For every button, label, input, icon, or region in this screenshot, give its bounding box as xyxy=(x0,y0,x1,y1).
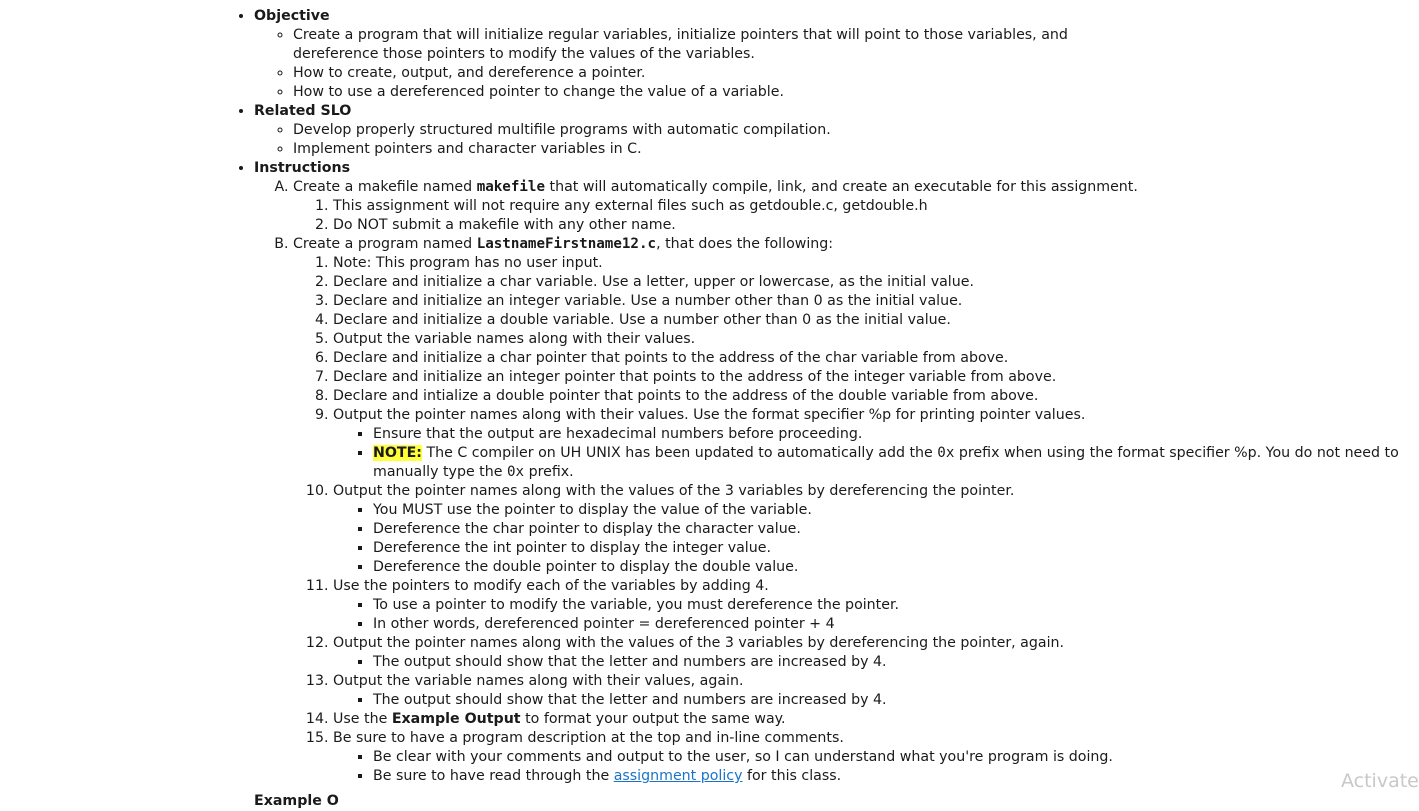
step-12-subitems xyxy=(333,653,1406,672)
step-14-text: Use the xyxy=(333,711,392,727)
step-3: Declare and initialize an integer variable. Use a number other than 0 as the initial value. xyxy=(333,293,963,309)
list-item xyxy=(293,83,1406,102)
objective-section xyxy=(254,7,1406,102)
list-item xyxy=(293,140,1406,159)
list-item xyxy=(373,520,1406,539)
step-8: Declare and intialize a double pointer that points to the address of the double variable from above. xyxy=(333,388,1039,404)
step-9: Output the pointer names along with their values. Use the format specifier %p for printing pointer values. xyxy=(333,407,1086,423)
assignment-policy-link[interactable]: assignment policy xyxy=(613,768,743,784)
step-13-sub: The output should show that the letter and numbers are increased by 4. xyxy=(373,692,887,708)
note-text: prefix. xyxy=(524,464,574,480)
step-6: Declare and initialize a char pointer that points to the address of the char variable from above. xyxy=(333,350,1009,366)
note-text: prefix when using the format specifier %p. You do not need to manually type the xyxy=(373,445,1399,480)
list-item xyxy=(333,482,1406,577)
list-item xyxy=(333,311,1406,330)
step-4: Declare and initialize a double variable. Use a number other than 0 as the initial value. xyxy=(333,312,951,328)
list-item xyxy=(373,691,1406,710)
instruction-a xyxy=(293,178,1406,235)
instructions-heading: Instructions xyxy=(254,160,351,176)
step-15: Be sure to have a program description at the top and in-line comments. xyxy=(333,730,844,746)
step-12: Output the pointer names along with the values of the 3 variables by dereferencing the pointer, again. xyxy=(333,635,1065,651)
note-highlight: NOTE: xyxy=(373,445,422,461)
list-item xyxy=(373,558,1406,577)
step-a1: This assignment will not require any external files such as getdouble.c, getdouble.h xyxy=(333,198,928,214)
objective-item-3: How to use a dereferenced pointer to change the value of a variable. xyxy=(293,84,784,100)
step-15-sub: Be clear with your comments and output to the user, so I can understand what you're program is doing. xyxy=(373,749,1113,765)
step-10-sub: Dereference the double pointer to display the double value. xyxy=(373,559,799,575)
step-9-subitems xyxy=(333,425,1406,482)
section-list xyxy=(0,7,1406,786)
list-item xyxy=(293,64,1406,83)
list-item xyxy=(333,254,1406,273)
list-item xyxy=(333,387,1406,406)
list-item xyxy=(373,596,1406,615)
objective-heading: Objective xyxy=(254,8,330,24)
instructions-list xyxy=(254,178,1406,786)
instruction-b-text: Create a program named xyxy=(293,236,477,252)
list-item xyxy=(333,330,1406,349)
list-item xyxy=(373,539,1406,558)
list-item xyxy=(373,767,1406,786)
example-output-ref: Example Output xyxy=(391,711,521,727)
step-10-subitems xyxy=(333,501,1406,577)
step-1: Note: This program has no user input. xyxy=(333,255,603,271)
step-11-sub: In other words, dereferenced pointer = dereferenced pointer + 4 xyxy=(373,616,835,632)
slo-item-2: Implement pointers and character variables in C. xyxy=(293,141,642,157)
step-13-subitems xyxy=(333,691,1406,710)
step-9-note xyxy=(373,445,1399,480)
slo-section xyxy=(254,102,1406,159)
instructions-section xyxy=(254,159,1406,786)
list-item xyxy=(373,501,1406,520)
assignment-content xyxy=(0,7,1406,786)
note-text: The C compiler on UH UNIX has been updated to automatically add the xyxy=(421,445,938,461)
step-7: Declare and initialize an integer pointer that points to the address of the integer variable from above. xyxy=(333,369,1057,385)
list-item xyxy=(333,197,1406,216)
list-item xyxy=(333,273,1406,292)
step-12-sub: The output should show that the letter and numbers are increased by 4. xyxy=(373,654,887,670)
step-5: Output the variable names along with their values. xyxy=(333,331,696,347)
objective-list xyxy=(254,26,1406,102)
list-item xyxy=(333,577,1406,634)
step-10-sub: Dereference the char pointer to display the character value. xyxy=(373,521,801,537)
list-item xyxy=(333,729,1406,786)
list-item xyxy=(333,292,1406,311)
list-item xyxy=(373,615,1406,634)
step-15-subitems xyxy=(333,748,1406,786)
instruction-a-text: Create a makefile named xyxy=(293,179,477,195)
list-item xyxy=(333,406,1406,482)
step-10-sub: You MUST use the pointer to display the value of the variable. xyxy=(373,502,812,518)
slo-list xyxy=(254,121,1406,159)
objective-item-2: How to create, output, and dereference a pointer. xyxy=(293,65,646,81)
note-code: 0x xyxy=(937,445,955,461)
program-filename: LastnameFirstname12.c xyxy=(476,236,657,252)
step-a2: Do NOT submit a makefile with any other name. xyxy=(333,217,676,233)
step-11: Use the pointers to modify each of the variables by adding 4. xyxy=(333,578,769,594)
note-code: 0x xyxy=(506,464,525,480)
step-2: Declare and initialize a char variable. Use a letter, upper or lowercase, as the initial value. xyxy=(333,274,974,290)
list-item xyxy=(333,672,1406,710)
makefile-filename: makefile xyxy=(476,179,546,195)
step-15-sub-end: for this class. xyxy=(742,768,842,784)
instruction-b xyxy=(293,235,1406,786)
instruction-a-text-end: that will automatically compile, link, and create an executable for this assignment. xyxy=(545,179,1138,195)
example-output-heading-cut: Example O xyxy=(254,793,339,809)
step-13: Output the variable names along with their values, again. xyxy=(333,673,744,689)
step-14-text-end: to format your output the same way. xyxy=(520,711,786,727)
list-item xyxy=(333,349,1406,368)
list-item xyxy=(293,121,1406,140)
objective-item-1: Create a program that will initialize regular variables, initialize pointers that will point to those variables, and dereference those pointers to modify the values of the variables. xyxy=(293,27,1068,62)
list-item xyxy=(333,710,1406,729)
step-11-subitems xyxy=(333,596,1406,634)
list-item xyxy=(333,216,1406,235)
list-item xyxy=(293,26,1406,64)
list-item xyxy=(373,425,1406,444)
slo-item-1: Develop properly structured multifile programs with automatic compilation. xyxy=(293,122,831,138)
slo-heading: Related SLO xyxy=(254,103,352,119)
list-item xyxy=(373,653,1406,672)
instruction-b-steps xyxy=(293,254,1406,786)
instruction-b-text-end: , that does the following: xyxy=(656,236,834,252)
step-11-sub: To use a pointer to modify the variable, you must dereference the pointer. xyxy=(373,597,900,613)
list-item xyxy=(333,368,1406,387)
list-item xyxy=(333,634,1406,672)
step-9-sub-1: Ensure that the output are hexadecimal numbers before proceeding. xyxy=(373,426,863,442)
step-10-sub: Dereference the int pointer to display the integer value. xyxy=(373,540,771,556)
list-item xyxy=(373,748,1406,767)
step-10: Output the pointer names along with the values of the 3 variables by dereferencing the pointer. xyxy=(333,483,1015,499)
activate-watermark: Activate xyxy=(1341,770,1419,792)
step-15-sub: Be sure to have read through the xyxy=(373,768,614,784)
instruction-a-steps xyxy=(293,197,1406,235)
list-item xyxy=(373,444,1406,482)
